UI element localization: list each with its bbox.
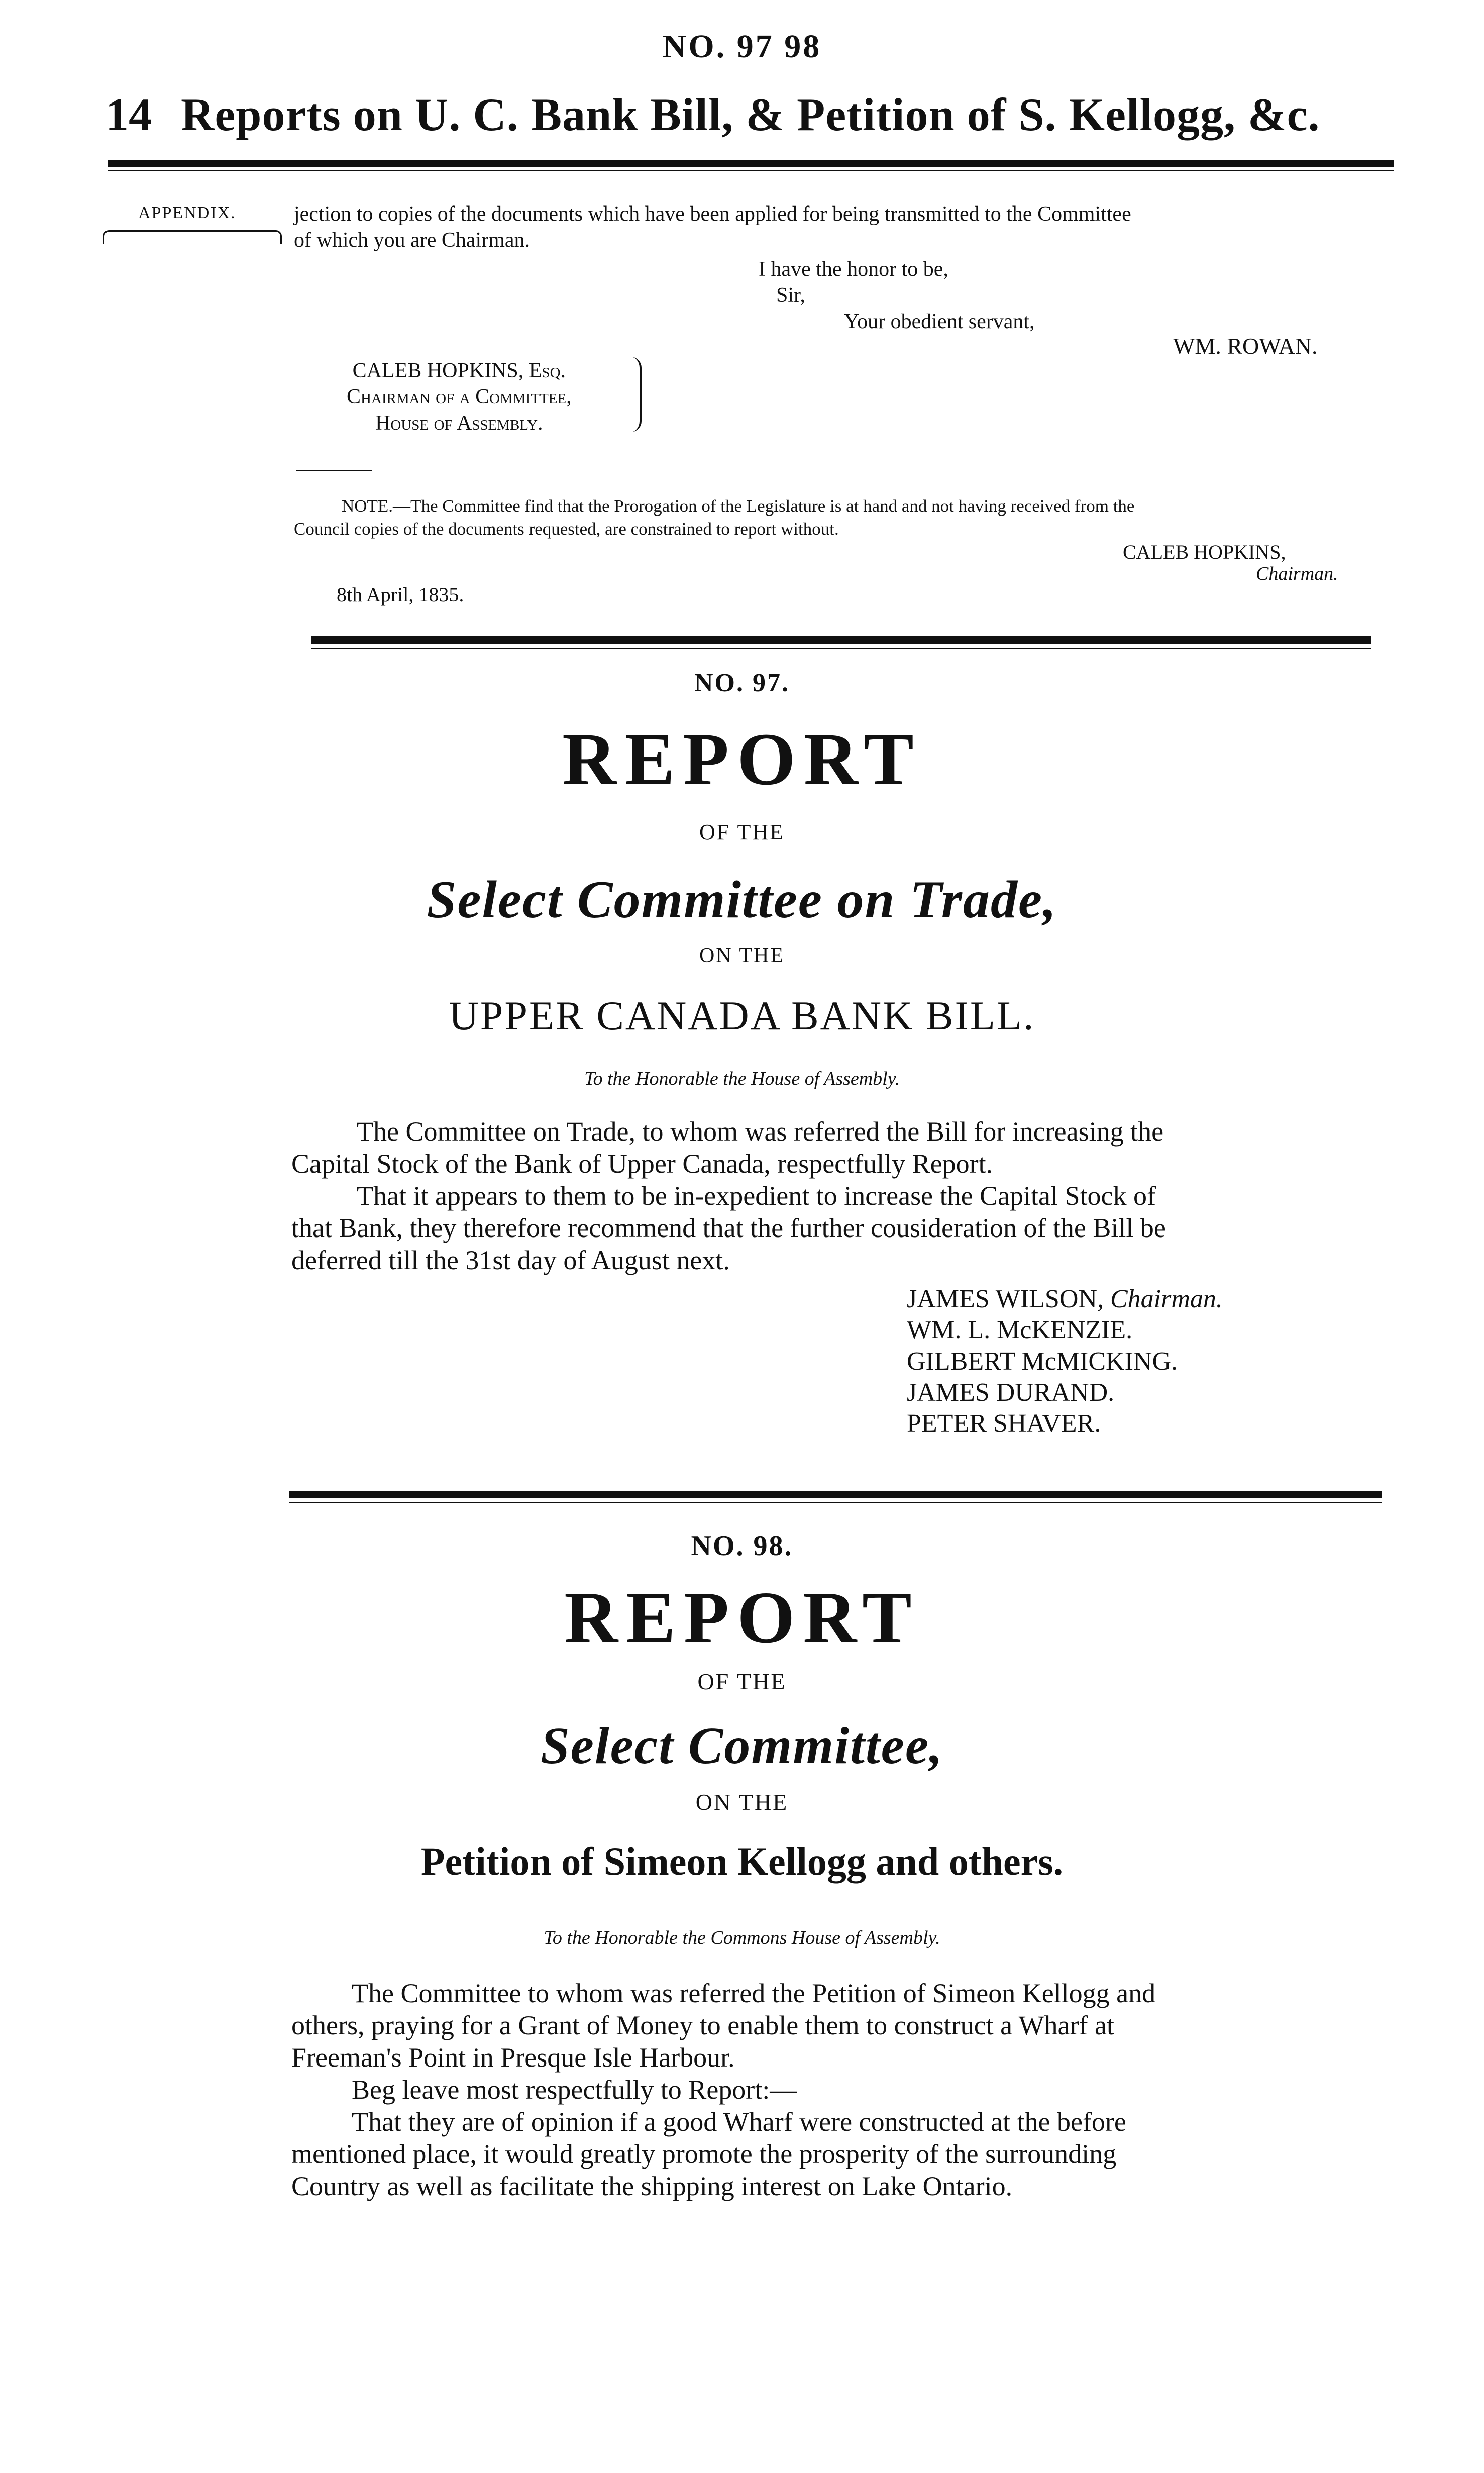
section-rule-98-thin xyxy=(289,1502,1382,1503)
report-98-body: The Committee to whom was referred the Petition of Simeon Kellogg and others, praying for a Grant of Money to enable them to construct a Wharf at Freeman's Point in Presque Isle Harbour. Beg leave most respectfully to Report:— That they are of opinion if a good Wharf were constructed at the before mentioned place, it would greatly promote the prosperity of the surrounding Country as well as facilitate the shipping interest on Lake Ontario. xyxy=(291,1978,1156,2201)
report-98-of-the: OF THE xyxy=(697,1669,787,1694)
report-97-address: To the Honorable the House of Assembly. xyxy=(584,1068,900,1089)
note-text: NOTE.—The Committee find that the Prorogation of the Legislature is at hand and not having received from the Council copies of the documents requested, are constrained to report without. xyxy=(294,496,1135,539)
letter-signature: WM. ROWAN. xyxy=(1173,333,1318,359)
running-title: Reports on U. C. Bank Bill, & Petition of S. Kellogg, &c. xyxy=(181,89,1320,140)
top-report-numbers: NO. 97 98 xyxy=(662,28,822,65)
report-97-title: REPORT xyxy=(562,717,922,801)
section-rule-97-thin xyxy=(311,648,1371,649)
note-signer-title: Chairman. xyxy=(1256,563,1338,584)
addressee-brace xyxy=(630,357,642,432)
note-short-rule xyxy=(296,470,372,471)
header-rule xyxy=(108,160,1394,167)
report-98-on-the: ON THE xyxy=(695,1789,789,1815)
section-rule-97 xyxy=(311,636,1371,644)
report-98-title: REPORT xyxy=(564,1577,920,1659)
report-97-body: The Committee on Trade, to whom was referred the Bill for increasing the Capital Stock of the Bank of Upper Canada, respectfully Report. That it appears to them to be in-expedient to increase the Capital Stock of that Bank, they therefore recommend that the further cousideration of the Bill be deferred till the 31st day of August next. xyxy=(291,1116,1166,1275)
report-97-committee: Select Committee on Trade, xyxy=(427,870,1057,929)
page-number: 14 xyxy=(105,89,152,140)
appendix-brace xyxy=(103,230,282,244)
appendix-margin-label: APPENDIX. xyxy=(138,203,236,222)
letter-closing: I have the honor to be, Sir, Your obedient servant, xyxy=(759,258,1035,333)
report-97-chairman: JAMES WILSON, xyxy=(907,1285,1104,1313)
section-rule-98 xyxy=(289,1491,1382,1498)
report-97-number: NO. 97. xyxy=(694,669,790,697)
letter-addressee: CALEB HOPKINS, Esq. Chairman of a Committee, House of Assembly. xyxy=(347,359,572,435)
report-97-signers: JAMES WILSON, Chairman. WM. L. McKENZIE. GILBERT McMICKING. JAMES DURAND. PETER SHAVER. xyxy=(907,1285,1223,1438)
letter-text: jection to copies of the documents which have been applied for being transmitted to the Committee of which you are Chairman. xyxy=(294,202,1131,252)
report-98-number: NO. 98. xyxy=(691,1530,793,1562)
note-signer: CALEB HOPKINS, xyxy=(1123,541,1286,563)
report-98-address: To the Honorable the Commons House of Assembly. xyxy=(544,1927,940,1948)
header-rule-thin xyxy=(108,170,1394,171)
note-date: 8th April, 1835. xyxy=(337,583,464,606)
report-98-committee: Select Committee, xyxy=(540,1717,944,1775)
report-97-of-the: OF THE xyxy=(699,819,785,844)
report-98-subject: Petition of Simeon Kellogg and others. xyxy=(420,1839,1064,1883)
report-97-chairman-title: Chairman. xyxy=(1110,1285,1223,1313)
report-97-on-the: ON THE xyxy=(699,944,785,967)
report-97-subject: UPPER CANADA BANK BILL. xyxy=(449,993,1035,1039)
